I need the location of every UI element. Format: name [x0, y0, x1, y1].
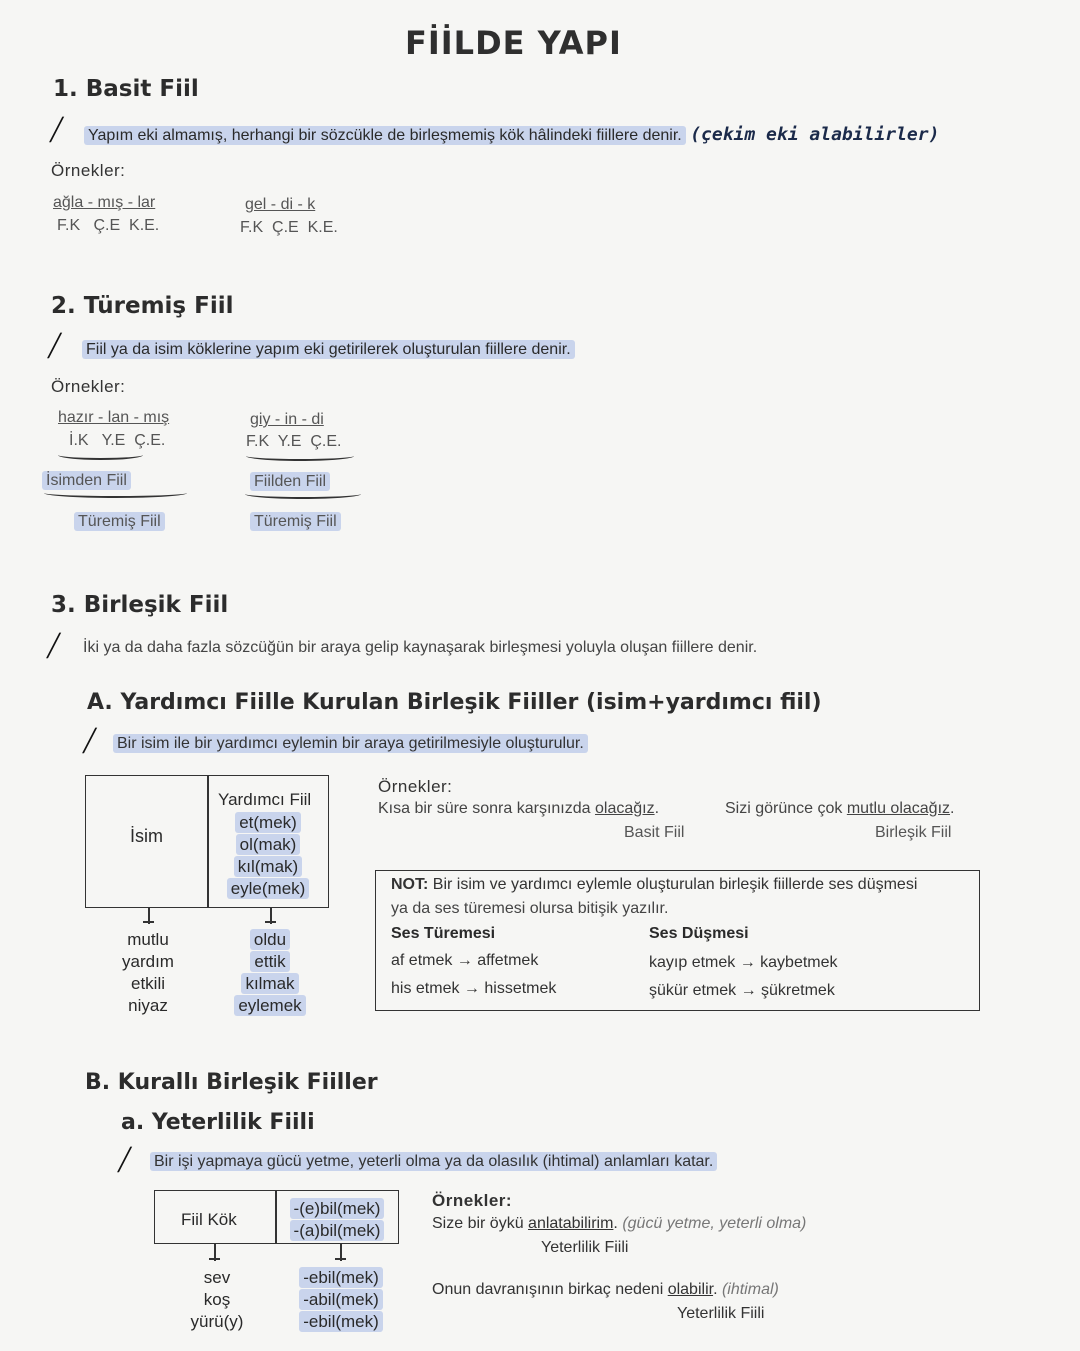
- suffix-example: -ebil(mek): [285, 1267, 397, 1289]
- ses-dusmesi-example: şükür etmek → şükretmek: [649, 982, 835, 999]
- example-word: gel - di - k: [245, 196, 316, 213]
- pen-icon: ╱: [118, 1147, 132, 1172]
- ses-turemesi-heading: Ses Türemesi: [391, 925, 496, 942]
- example-sentence: Size bir öykü anlatabilirim. (gücü yetme, yeterli olma): [432, 1215, 807, 1232]
- aux-example: eylemek: [222, 995, 318, 1017]
- root-example: sev: [203, 1268, 231, 1287]
- noun-example: yardım: [122, 952, 174, 971]
- table-fiil-kok-label: Fiil Kök: [181, 1210, 237, 1229]
- note-line: ya da ses türemesi olursa bitişik yazılır.: [391, 900, 669, 917]
- noun-examples: [100, 929, 196, 1017]
- example-word: giy - in - di: [250, 411, 324, 428]
- examples-label: Örnekler:: [378, 777, 453, 796]
- pen-icon: ╱: [83, 728, 97, 753]
- ses-turemesi-example: af etmek → affetmek: [391, 952, 539, 969]
- derivation-type: İsimden Fiil: [42, 472, 131, 490]
- ses-dusmesi-example: kayıp etmek → kaybetmek: [649, 954, 838, 971]
- suffix-example: -ebil(mek): [285, 1311, 397, 1333]
- suffix-examples: [285, 1267, 397, 1333]
- example-parts: F.K Y.E Ç.E.: [246, 433, 342, 450]
- arrow-tick: [335, 1258, 346, 1260]
- suffix-example: -abil(mek): [285, 1289, 397, 1311]
- aux-verb-list: [208, 812, 328, 900]
- brace: [58, 450, 143, 460]
- pen-icon: ╱: [47, 633, 61, 658]
- example-sentence: Sizi görünce çok mutlu olacağız.: [725, 800, 955, 817]
- brace: [245, 489, 361, 499]
- derivation-result: Türemiş Fiil: [250, 513, 341, 531]
- ses-dusmesi-heading: Ses Düşmesi: [649, 925, 749, 942]
- example-label: Basit Fiil: [624, 824, 685, 841]
- page-title: FİİLDE YAPI: [405, 24, 622, 62]
- derivation-result: Türemiş Fiil: [74, 513, 165, 531]
- pen-icon: ╱: [50, 117, 64, 142]
- arrow-tick: [143, 921, 154, 923]
- derivation-type: Fiilden Fiil: [250, 473, 330, 491]
- subsection-a-heading: A. Yardımcı Fiille Kurulan Birleşik Fiiller (isim+yardımcı fiil): [87, 690, 822, 715]
- ses-turemesi-example: his etmek → hissetmek: [391, 980, 557, 997]
- yeterlilik-fiili-heading: a. Yeterlilik Fiili: [121, 1110, 315, 1135]
- aux-example: ettik: [222, 951, 318, 973]
- section-basit-fiil-heading: 1. Basit Fiil: [53, 76, 199, 102]
- example-sentence: Onun davranışının birkaç nedeni olabilir. (ihtimal): [432, 1281, 779, 1298]
- example-parts: F.K Ç.E K.E.: [57, 217, 160, 234]
- suffix: -(e)bil(mek): [277, 1198, 397, 1220]
- example-word: hazır - lan - mış: [58, 409, 170, 426]
- example-label: Birleşik Fiil: [875, 824, 952, 841]
- example-label: Yeterlilik Fiili: [677, 1305, 765, 1322]
- arrow-tick: [265, 921, 276, 923]
- aux-example: kılmak: [222, 973, 318, 995]
- example-word: ağla - mış - lar: [53, 194, 156, 211]
- aux-verb: eyle(mek): [208, 878, 328, 900]
- aux-example: oldu: [222, 929, 318, 951]
- basit-fiil-definition: Yapım eki almamış, herhangi bir sözcükle de birleşmemiş kök hâlindeki fiillere denir. (çekim eki alabilirler): [84, 124, 939, 145]
- aux-examples: [222, 929, 318, 1017]
- noun-example: etkili: [130, 974, 165, 993]
- aux-verb: ol(mak): [208, 834, 328, 856]
- handwritten-note: (çekim eki alabilirler): [690, 124, 940, 145]
- subsection-a-definition: Bir isim ile bir yardımcı eylemin bir araya getirilmesiyle oluşturulur.: [113, 735, 588, 753]
- root-example: koş: [203, 1290, 231, 1309]
- noun-example: niyaz: [128, 996, 168, 1015]
- brace: [246, 451, 354, 461]
- root-example: yürü(y): [190, 1312, 244, 1331]
- root-examples: [170, 1267, 264, 1333]
- examples-label: Örnekler:: [432, 1191, 513, 1210]
- example-label: Yeterlilik Fiili: [541, 1239, 629, 1256]
- section-birlesik-fiil-heading: 3. Birleşik Fiil: [51, 592, 229, 618]
- pen-icon: ╱: [48, 333, 62, 358]
- brace: [44, 488, 187, 498]
- example-parts: İ.K Y.E Ç.E.: [69, 432, 166, 449]
- aux-verb: kıl(mak): [208, 856, 328, 878]
- birlesik-fiil-definition: İki ya da daha fazla sözcüğün bir araya gelip kaynaşarak birleşmesi yoluyla oluşan fiillere denir.: [83, 639, 758, 656]
- turemis-fiil-definition: Fiil ya da isim köklerine yapım eki getirilerek oluşturulan fiillere denir.: [82, 341, 575, 359]
- note-line: NOT: Bir isim ve yardımcı eylemle oluşturulan birleşik fiillerde ses düşmesi: [391, 876, 918, 893]
- noun-example: mutlu: [127, 930, 169, 949]
- section-turemis-fiil-heading: 2. Türemiş Fiil: [51, 293, 234, 319]
- aux-verb: et(mek): [208, 812, 328, 834]
- yeterlilik-definition: Bir işi yapmaya gücü yetme, yeterli olma ya da olasılık (ihtimal) anlamları katar.: [150, 1153, 717, 1171]
- suffix: -(a)bil(mek): [277, 1220, 397, 1242]
- examples-label: Örnekler:: [51, 161, 126, 180]
- yeterlilik-suffix-list: [277, 1198, 397, 1242]
- arrow-tick: [209, 1258, 220, 1260]
- table-isim-label: İsim: [130, 826, 163, 846]
- table-yardimci-label: Yardımcı Fiil: [218, 790, 312, 809]
- examples-label: Örnekler:: [51, 377, 126, 396]
- subsection-b-heading: B. Kurallı Birleşik Fiiller: [85, 1070, 378, 1095]
- example-parts: F.K Ç.E K.E.: [240, 219, 338, 236]
- example-sentence: Kısa bir süre sonra karşınızda olacağız.: [378, 800, 660, 817]
